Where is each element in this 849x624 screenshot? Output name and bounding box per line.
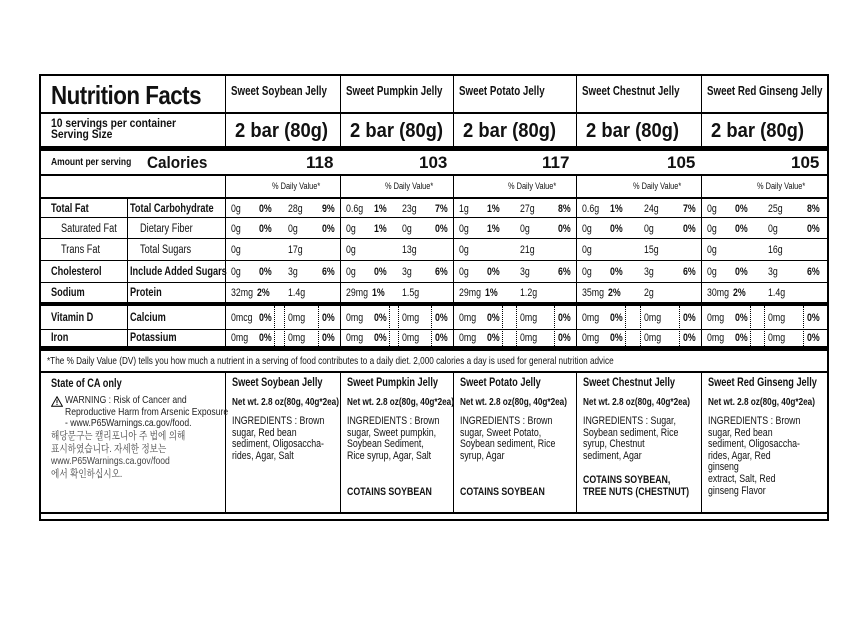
serving-size-value: 2 bar (80g) <box>711 120 805 142</box>
carb-percent: 8% <box>558 203 571 215</box>
calories-value: 105 <box>667 153 696 172</box>
ingredient-title: Sweet Red Ginseng Jelly <box>708 377 817 389</box>
potassium-amount: 0mg <box>644 332 662 344</box>
cholesterol-percent: 0% <box>487 266 500 278</box>
iron-amount: 0mg <box>231 332 249 344</box>
ingredients-text: INGREDIENTS : Brown sugar, Red bean sediment, Oligosaccha- rides, Agar, Salt <box>232 415 325 462</box>
calcium-percent: 0% <box>322 312 335 324</box>
sodium-percent: 2% <box>257 287 270 299</box>
cholesterol-percent: 0% <box>374 266 387 278</box>
dotted-divider <box>803 306 804 346</box>
cholesterol-amount: 0g <box>231 266 241 278</box>
dotted-divider <box>274 306 275 346</box>
calcium-percent: 0% <box>435 312 448 324</box>
sodium-amount: 35mg <box>582 287 605 299</box>
trans_fat-amount: 0g <box>707 244 717 256</box>
sat_fat-amount: 0g <box>459 223 469 235</box>
net-weight: Net wt. 2.8 oz(80g, 40g*2ea) <box>460 396 567 408</box>
label-title: Nutrition Facts <box>51 80 202 110</box>
calcium-amount: 0mg <box>768 312 786 324</box>
carb-amount: 24g <box>644 203 659 215</box>
divider <box>41 174 827 176</box>
sodium-label: Sodium <box>51 287 85 299</box>
ingredient-title: Sweet Pumpkin Jelly <box>347 377 439 389</box>
thick-divider <box>41 302 827 306</box>
column-divider <box>225 373 226 512</box>
column-divider <box>453 373 454 512</box>
warning-triangle-icon <box>51 396 63 407</box>
cholesterol-percent: 0% <box>259 266 272 278</box>
column-divider <box>340 373 341 512</box>
product-name: Sweet Chestnut Jelly <box>582 84 680 98</box>
dotted-divider <box>516 306 517 346</box>
column-divider <box>701 373 702 512</box>
vitd-percent: 0% <box>374 312 387 324</box>
vitamin-d-label: Vitamin D <box>51 312 94 324</box>
sat_fat-percent: 0% <box>610 223 623 235</box>
total_fat-amount: 0.6g <box>346 203 364 215</box>
calcium-percent: 0% <box>683 312 696 324</box>
added-sugars-label: Include Added Sugars <box>130 266 227 278</box>
potassium-percent: 0% <box>322 332 335 344</box>
added_sugars-amount: 3g <box>644 266 654 278</box>
trans_fat-amount: 0g <box>459 244 469 256</box>
carb-percent: 9% <box>322 203 335 215</box>
iron-amount: 0mg <box>346 332 364 344</box>
fiber-amount: 0g <box>520 223 530 235</box>
calories-value: 103 <box>419 153 448 172</box>
divider <box>41 329 827 330</box>
potassium-amount: 0mg <box>768 332 786 344</box>
dotted-divider <box>502 306 503 346</box>
total_fat-amount: 0g <box>707 203 717 215</box>
potassium-percent: 0% <box>435 332 448 344</box>
sodium-amount: 29mg <box>346 287 369 299</box>
cholesterol-amount: 0g <box>582 266 592 278</box>
warning-text: WARNING : Risk of Cancer and Reproductive Harm from Arsenic Exposure - www.P65Warnings.ca.gov/food. <box>65 394 229 429</box>
dietary-fiber-label: Dietary Fiber <box>140 223 193 235</box>
ingredients-text: INGREDIENTS : Sugar, Soybean sediment, Rice syrup, Chestnut sediment, Agar <box>583 415 679 462</box>
added_sugars-percent: 6% <box>435 266 448 278</box>
vitd-amount: 0mg <box>459 312 477 324</box>
dotted-divider <box>554 306 555 346</box>
daily-value-header: % Daily Value* <box>633 181 682 191</box>
calories-value: 105 <box>791 153 820 172</box>
column-divider <box>340 176 341 351</box>
thick-divider <box>41 146 827 151</box>
iron-percent: 0% <box>735 332 748 344</box>
total_fat-percent: 1% <box>374 203 387 215</box>
serving-size-value: 2 bar (80g) <box>463 120 557 142</box>
fiber-amount: 0g <box>644 223 654 235</box>
divider <box>41 260 827 261</box>
dotted-divider <box>640 306 641 346</box>
added_sugars-percent: 6% <box>683 266 696 278</box>
protein-amount: 2g <box>644 287 654 299</box>
vitd-amount: 0mg <box>707 312 725 324</box>
potassium-amount: 0mg <box>520 332 538 344</box>
korean-warning-text: 해당문구는 캘리포니아 주 법에 의해 표시하였습니다. 자세한 정보는 www.P65Warnings.ca.gov/food 에서 확인하십시오. <box>51 430 186 480</box>
ingredient-title: Sweet Soybean Jelly <box>232 377 323 389</box>
iron-label: Iron <box>51 332 69 344</box>
sat_fat-amount: 0g <box>346 223 356 235</box>
sat_fat-amount: 0g <box>707 223 717 235</box>
vitd-percent: 0% <box>610 312 623 324</box>
column-divider <box>701 176 702 351</box>
protein-amount: 1.4g <box>768 287 786 299</box>
carb-amount: 28g <box>288 203 303 215</box>
carb-percent: 7% <box>683 203 696 215</box>
added_sugars-amount: 3g <box>402 266 412 278</box>
vitd-percent: 0% <box>259 312 272 324</box>
fiber-percent: 0% <box>807 223 820 235</box>
product-name: Sweet Potato Jelly <box>459 84 545 98</box>
iron-percent: 0% <box>610 332 623 344</box>
column-divider <box>453 76 454 146</box>
allergen-statement: COTAINS SOYBEAN <box>347 486 432 498</box>
dotted-divider <box>284 306 285 346</box>
sugars-amount: 13g <box>402 244 417 256</box>
column-divider <box>225 176 226 351</box>
divider <box>41 112 827 114</box>
ingredient-title: Sweet Potato Jelly <box>460 377 541 389</box>
carb-amount: 27g <box>520 203 535 215</box>
daily-value-footnote: *The % Daily Value (DV) tells you how much a nutrient in a serving of food contributes to a daily diet. 2,000 calories a day is used for general nutrition advice <box>47 355 614 367</box>
total-fat-label: Total Fat <box>51 203 89 215</box>
total_fat-percent: 0% <box>735 203 748 215</box>
total_fat-amount: 0.6g <box>582 203 600 215</box>
dotted-divider <box>318 306 319 346</box>
dotted-divider <box>679 306 680 346</box>
calcium-label: Calcium <box>130 312 166 324</box>
vitd-amount: 0mg <box>582 312 600 324</box>
net-weight: Net wt. 2.8 oz(80g, 40g*2ea) <box>708 396 815 408</box>
sat_fat-percent: 1% <box>374 223 387 235</box>
column-divider <box>340 76 341 146</box>
iron-amount: 0mg <box>582 332 600 344</box>
total_fat-percent: 1% <box>610 203 623 215</box>
dotted-divider <box>764 306 765 346</box>
serving-size-value: 2 bar (80g) <box>350 120 444 142</box>
serving-size-label: Serving Size <box>51 127 113 141</box>
sat_fat-amount: 0g <box>231 223 241 235</box>
calcium-amount: 0mg <box>644 312 662 324</box>
fiber-percent: 0% <box>683 223 696 235</box>
column-divider <box>127 306 128 346</box>
net-weight: Net wt. 2.8 oz(80g, 40g*2ea) <box>232 396 339 408</box>
column-divider <box>225 76 226 146</box>
divider <box>41 217 827 218</box>
sodium-amount: 32mg <box>231 287 254 299</box>
potassium-percent: 0% <box>807 332 820 344</box>
sat_fat-percent: 0% <box>259 223 272 235</box>
allergen-statement: COTAINS SOYBEAN <box>460 486 545 498</box>
fiber-amount: 0g <box>768 223 778 235</box>
fiber-percent: 0% <box>322 223 335 235</box>
added_sugars-amount: 3g <box>768 266 778 278</box>
dotted-divider <box>750 306 751 346</box>
column-divider <box>576 373 577 512</box>
calcium-amount: 0mg <box>402 312 420 324</box>
ingredients-text: INGREDIENTS : Brown sugar, Red bean sediment, Oligosaccha- rides, Agar, Red ginseng extract, Salt, Red ginseng Flavor <box>708 415 801 497</box>
vitd-amount: 0mcg <box>231 312 253 324</box>
trans_fat-amount: 0g <box>231 244 241 256</box>
sodium-amount: 29mg <box>459 287 482 299</box>
column-divider <box>576 76 577 146</box>
added_sugars-amount: 3g <box>288 266 298 278</box>
sugars-amount: 17g <box>288 244 303 256</box>
carb-amount: 25g <box>768 203 783 215</box>
sodium-percent: 2% <box>733 287 746 299</box>
sodium-percent: 1% <box>485 287 498 299</box>
net-weight: Net wt. 2.8 oz(80g, 40g*2ea) <box>583 396 690 408</box>
cholesterol-label: Cholesterol <box>51 266 102 278</box>
sugars-amount: 16g <box>768 244 783 256</box>
daily-value-header: % Daily Value* <box>508 181 557 191</box>
allergen-statement: COTAINS SOYBEAN, TREE NUTS (CHESTNUT) <box>583 474 690 498</box>
calories-label: Calories <box>147 153 208 172</box>
iron-percent: 0% <box>487 332 500 344</box>
cholesterol-amount: 0g <box>346 266 356 278</box>
potassium-amount: 0mg <box>288 332 306 344</box>
potassium-percent: 0% <box>558 332 571 344</box>
protein-amount: 1.2g <box>520 287 538 299</box>
protein-label: Protein <box>130 287 162 299</box>
product-name: Sweet Soybean Jelly <box>231 84 327 98</box>
calories-value: 118 <box>306 153 334 172</box>
vitd-percent: 0% <box>735 312 748 324</box>
ingredients-text: INGREDIENTS : Brown sugar, Sweet Potato, Soybean sediment, Rice syrup, Agar <box>460 415 556 462</box>
carb-percent: 8% <box>807 203 820 215</box>
product-name: Sweet Pumpkin Jelly <box>346 84 443 98</box>
calcium-amount: 0mg <box>520 312 538 324</box>
serving-size-value: 2 bar (80g) <box>235 120 329 142</box>
potassium-amount: 0mg <box>402 332 420 344</box>
iron-amount: 0mg <box>707 332 725 344</box>
dotted-divider <box>389 306 390 346</box>
total-carbohydrate-label: Total Carbohydrate <box>130 203 214 215</box>
added_sugars-percent: 6% <box>558 266 571 278</box>
sat_fat-amount: 0g <box>582 223 592 235</box>
ingredients-text: INGREDIENTS : Brown sugar, Sweet pumpkin, Soybean Sediment, Rice syrup, Agar, Salt <box>347 415 440 462</box>
protein-amount: 1.4g <box>288 287 306 299</box>
trans-fat-label: Trans Fat <box>61 244 101 256</box>
divider <box>41 282 827 283</box>
column-divider <box>127 197 128 302</box>
net-weight: Net wt. 2.8 oz(80g, 40g*2ea) <box>347 396 454 408</box>
added_sugars-percent: 6% <box>322 266 335 278</box>
saturated-fat-label: Saturated Fat <box>61 223 117 235</box>
potassium-percent: 0% <box>683 332 696 344</box>
total_fat-percent: 1% <box>487 203 500 215</box>
cholesterol-percent: 0% <box>735 266 748 278</box>
vitd-amount: 0mg <box>346 312 364 324</box>
amount-per-serving: Amount per serving <box>51 157 132 168</box>
thick-divider <box>41 346 827 351</box>
nutrition-label <box>39 74 829 521</box>
divider <box>41 371 827 373</box>
total_fat-percent: 0% <box>259 203 272 215</box>
column-divider <box>701 76 702 146</box>
total_fat-amount: 0g <box>231 203 241 215</box>
daily-value-header: % Daily Value* <box>272 181 321 191</box>
warning-title: State of CA only <box>51 378 122 390</box>
sat_fat-percent: 1% <box>487 223 500 235</box>
cholesterol-amount: 0g <box>459 266 469 278</box>
fiber-percent: 0% <box>558 223 571 235</box>
potassium-label: Potassium <box>130 332 177 344</box>
trans_fat-amount: 0g <box>582 244 592 256</box>
fiber-amount: 0g <box>402 223 412 235</box>
serving-size-value: 2 bar (80g) <box>586 120 680 142</box>
total_fat-amount: 1g <box>459 203 469 215</box>
column-divider <box>453 176 454 351</box>
divider <box>41 197 827 199</box>
dotted-divider <box>398 306 399 346</box>
cholesterol-percent: 0% <box>610 266 623 278</box>
calcium-percent: 0% <box>558 312 571 324</box>
sat_fat-percent: 0% <box>735 223 748 235</box>
product-name: Sweet Red Ginseng Jelly <box>707 84 823 98</box>
dotted-divider <box>431 306 432 346</box>
ingredient-title: Sweet Chestnut Jelly <box>583 377 676 389</box>
total-sugars-label: Total Sugars <box>140 244 192 256</box>
carb-amount: 23g <box>402 203 417 215</box>
protein-amount: 1.5g <box>402 287 420 299</box>
calcium-percent: 0% <box>807 312 820 324</box>
calcium-amount: 0mg <box>288 312 306 324</box>
divider <box>41 238 827 239</box>
daily-value-header: % Daily Value* <box>757 181 806 191</box>
cholesterol-amount: 0g <box>707 266 717 278</box>
daily-value-header: % Daily Value* <box>385 181 434 191</box>
iron-percent: 0% <box>259 332 272 344</box>
carb-percent: 7% <box>435 203 448 215</box>
added_sugars-percent: 6% <box>807 266 820 278</box>
dotted-divider <box>625 306 626 346</box>
sugars-amount: 15g <box>644 244 659 256</box>
vitd-percent: 0% <box>487 312 500 324</box>
sodium-percent: 2% <box>608 287 621 299</box>
divider <box>41 512 827 514</box>
iron-amount: 0mg <box>459 332 477 344</box>
added_sugars-amount: 3g <box>520 266 530 278</box>
fiber-percent: 0% <box>435 223 448 235</box>
sugars-amount: 21g <box>520 244 535 256</box>
trans_fat-amount: 0g <box>346 244 356 256</box>
iron-percent: 0% <box>374 332 387 344</box>
sodium-amount: 30mg <box>707 287 730 299</box>
calories-value: 117 <box>542 153 570 172</box>
sodium-percent: 1% <box>372 287 385 299</box>
fiber-amount: 0g <box>288 223 298 235</box>
servings-per-container: 10 servings per container <box>51 116 177 130</box>
column-divider <box>576 176 577 351</box>
